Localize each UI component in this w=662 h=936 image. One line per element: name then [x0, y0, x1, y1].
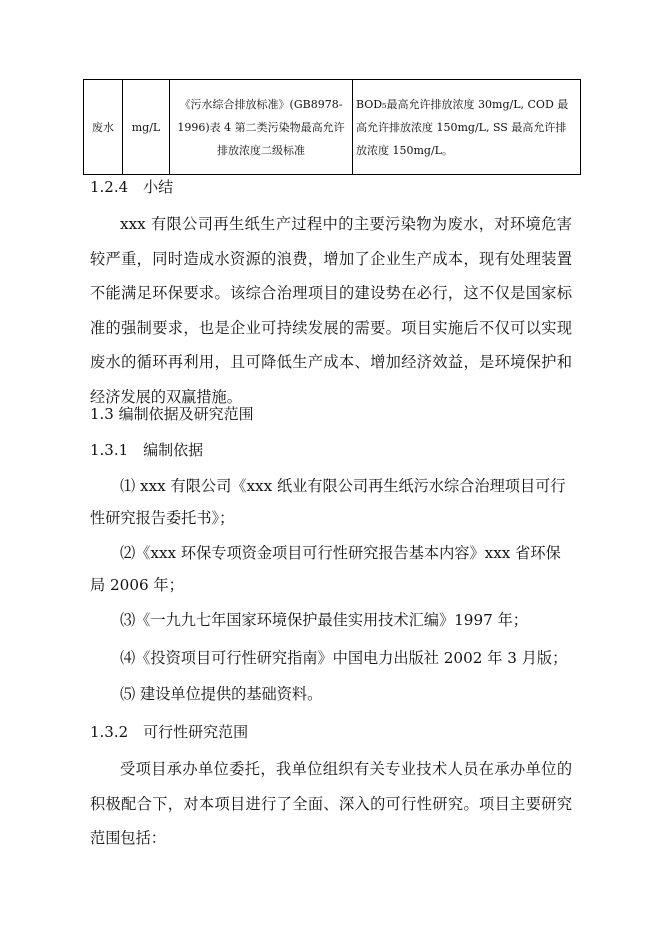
basis-item-1: ⑴ xxx 有限公司《xxx 纸业有限公司再生纸污水综合治理项目可行性研究报告委托书》；: [90, 477, 566, 527]
unit-cell: mg/L: [123, 80, 170, 175]
heading-1-3: 1.3 编制依据及研究范围: [90, 405, 254, 423]
heading-1-2-4: 1.2.4 小结: [90, 178, 174, 196]
basis-item-4: ⑷《投资项目可行性研究指南》中国电力出版社 2002 年 3 月版；: [120, 649, 568, 667]
scope-paragraph: 受项目承办单位委托，我单位组织有关专业技术人员在承办单位的积极配合下，对本项目进行了全面、深入的可行性研究。项目主要研究范围包括：: [90, 760, 572, 848]
limits-cell: BOD₅最高允许排放浓度 30mg/L, COD 最高允许排放浓度 150mg/L, SS 最高允许排放浓度 150mg/L。: [353, 80, 581, 175]
heading-1-3-1: 1.3.1 编制依据: [90, 441, 204, 459]
standard-cell: 《污水综合排放标准》(GB8978-1996)表 4 第二类污染物最高允许排放浓度二级标准: [170, 80, 353, 175]
table-row: [84, 80, 581, 175]
pollutant-cell: 废水: [84, 80, 123, 175]
basis-item-2: ⑵《xxx 环保专项资金项目可行性研究报告基本内容》xxx 省环保局 2006 年；: [90, 544, 561, 594]
discharge-standard-table: [83, 79, 581, 175]
basis-item-3: ⑶《一九九七年国家环境保护最佳实用技术汇编》1997 年；: [120, 611, 528, 629]
basis-item-5: ⑸ 建设单位提供的基础资料。: [120, 685, 323, 703]
summary-paragraph: xxx 有限公司再生纸生产过程中的主要污染物为废水，对环境危害较严重，同时造成水资源的浪费，增加了企业生产成本，现有处理装置不能满足环保要求。该综合治理项目的建设势在必行，这不仅是国家标准的强制要求，也是企业可持续发展的需要。项目实施后不仅可以实现废水的循环再利用，且可降低生产成本、增加经济效益，是环境保护和经济发展的双赢措施。: [90, 215, 572, 406]
heading-1-3-2: 1.3.2 可行性研究范围: [90, 723, 249, 741]
